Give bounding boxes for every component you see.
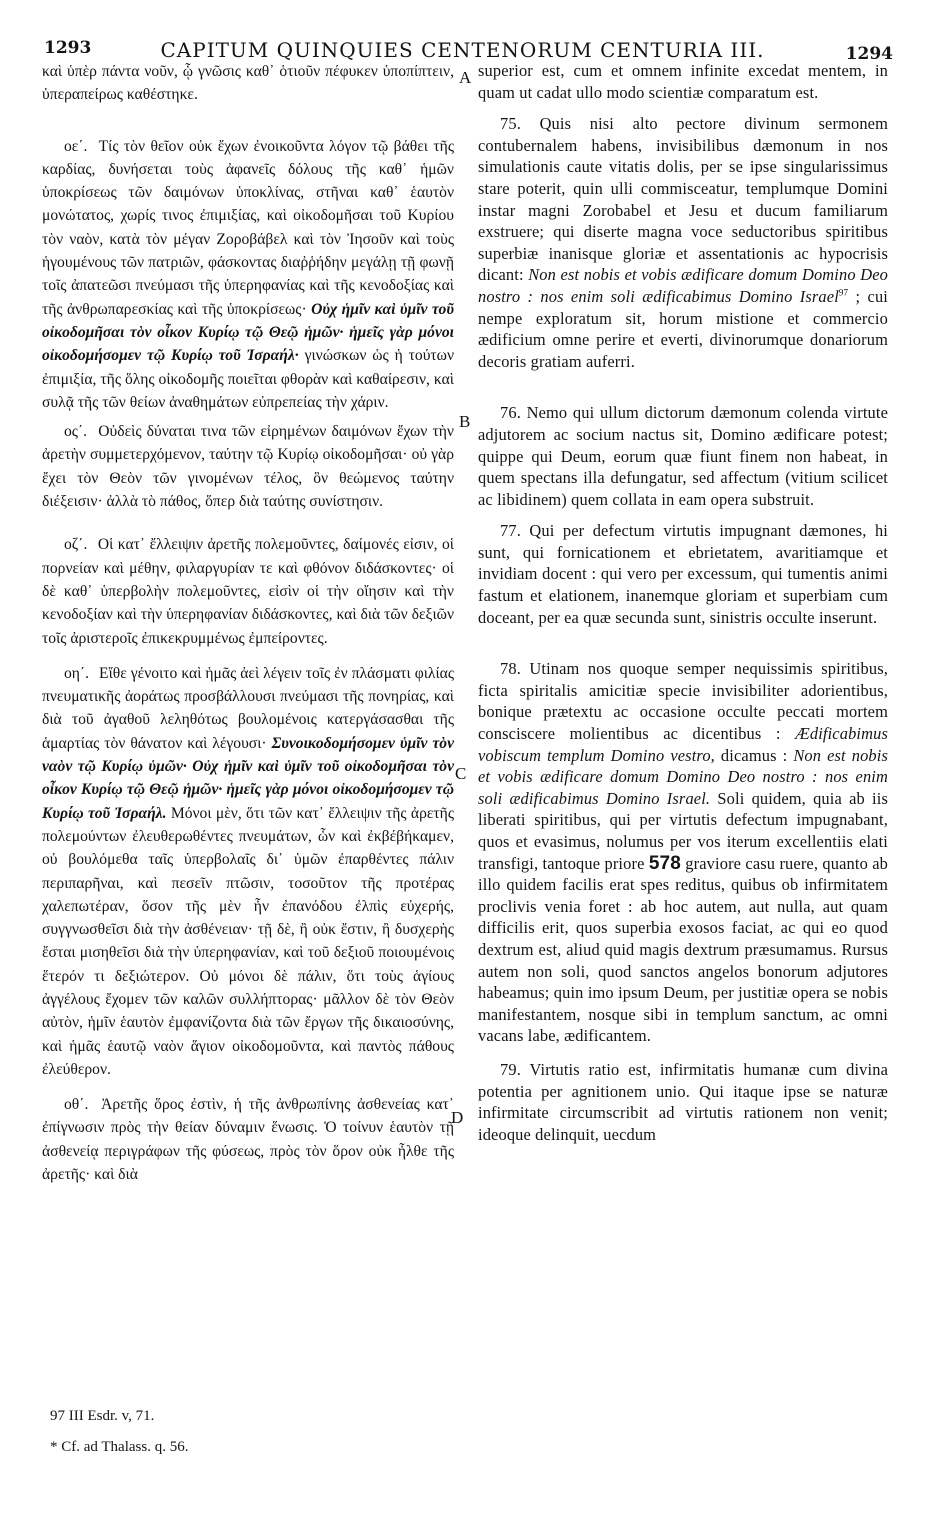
greek-chapter-75 xyxy=(42,135,454,415)
chapter-text: Qui per defectum virtutis impugnant dæmones, hi sunt, qui fornicationem et ebrietatem, avaritiamque et invidiam docent : qui vero per excessum, qui tumentis animi fastum et elationem, inanemque gloriam et superbiam cum doceant, per ea quæ secunda sunt, sinistris occulte inserunt. xyxy=(478,521,889,627)
scripture-quote: Non est nobis et vobis ædificare domum Domino Deo nostro : nos enim soli ædificabimus Domino Israel. xyxy=(478,745,889,808)
greek-column xyxy=(42,60,454,1186)
running-title: CAPITUM QUINQUIES CENTENORUM CENTURIA III. xyxy=(160,38,765,62)
chapter-text: Οἱ κατ᾽ ἔλλειψιν ἀρετῆς πολεμοῦντες, δαίμονές εἰσιν, οἱ πορνείαν καὶ μέθην, φιλαργυρίαν τε καὶ φθόνον διδάσκοντες· οἱ δὲ καθ᾽ ὑπερβολὴν πολεμοῦντες, εἰσὶν οἱ τὴν οἴησιν καὶ τὴν κενοδοξίαν καὶ τὴν ὑπερηφανίαν διδάσκοντες, καὶ διὰ τῶν δεξιῶν τοῖς ἀριστεροῖς ἐπικεκρυμμένως ἐμπείροντες. xyxy=(42,536,455,647)
chapter-number: οε΄. xyxy=(64,137,88,155)
chapter-text: Τίς τὸν θεῖον οὐκ ἔχων ἐνοικοῦντα λόγον τῷ βάθει τῆς καρδίας, δυνήσεται τοὺς ἀφανεῖς δόλους τῆς καθ᾽ ἡμῶν ὑποκρίσεως τῶν δαιμόνων ὑποκλίνας, στῆναι καθ᾽ ἑαυτὸν μονώτατος, χωρίς τινος ἐπιμιξίας, καὶ οἰκοδομῆσαι τοῦ Κυρίου τὸν ναὸν, κατὰ τὸν μέγαν Ζοροβάβελ καὶ τὸν Ἰησοῦν καὶ τοὺς ἡγουμένους τῶν πατριῶν, φάσκοντας διαῤῥήδην μεγάλῃ τῇ φωνῇ τοῖς ἀπατεῶσι πνεύμασι τῆς ὑπερηφανίας καὶ τῆς κενοδοξίας καὶ τῆς ἀνθρωπαρεσκίας καὶ τῆς ὑποκρίσεως· xyxy=(42,137,454,318)
chapter-number: οζ΄. xyxy=(64,536,88,554)
scripture-quote: Οὐχ ἡμῖν καὶ ὑμῖν τοῦ οἰκοδομῆσαι τὸν οἶκον Κυρίῳ τῷ Θεῷ ἡμῶν· ἡμεῖς γὰρ μόνοι οἰκοδομήσομεν τῷ Κυρίῳ τοῦ Ἰσραήλ· xyxy=(42,300,454,365)
latin-continuation: superior est, cum et omnem infinite excedat mentem, in quam ut cadat ullo modo scientiæ comparatum est. xyxy=(478,61,888,102)
chapter-number: 79. xyxy=(500,1059,521,1079)
margin-marker-c: C xyxy=(455,764,467,783)
chapter-text: Quis nisi alto pectore divinum sermonem contubernalem habens, invisibilibus dæmonum in nos simulationis caute vitatis dolis, per se ipse singularissimus stare poterit, quin ulli commisceatur, templumque Domini instar magni Zorobabel et Jesu et ducum familiarum exstruere; qui diserte magna voce seductoribus spiritibus superbiæ inanisque gloriæ et assentationis ac hypocrisis dicant: xyxy=(478,114,888,285)
greek-chapter-76 xyxy=(42,420,454,513)
column-number: 578 xyxy=(648,852,681,874)
chapter-number: 76. xyxy=(500,403,521,423)
chapter-number: 77. xyxy=(500,521,521,541)
greek-chapter-77 xyxy=(42,533,454,649)
chapter-number: οη΄. xyxy=(64,664,90,682)
chapter-number: οθ΄. xyxy=(64,1096,89,1114)
page-number-right: 1294 xyxy=(845,44,893,64)
chapter-text: Nemo qui ullum dictorum dæmonum colenda virtute adjutorem ac socium nactus sit, Domino ædificare potest; quippe qui Deum, eorum quæ fiunt finem non habeat, in quem spectans illa defungatur, sed affectum (vitium scilicet ac libidinem) quem collata in eam opera substruit. xyxy=(478,403,889,509)
margin-marker-b: B xyxy=(459,412,471,431)
chapter-text: Οὐδεὶς δύναται τινα τῶν εἰρημένων δαιμόνων ἔχων τὴν ἀρετὴν συμμετερχόμενον, ταύτην τῷ Κυρίῳ οἰκοδομῆσαι· οὐ γὰρ ἔχει τὸν Θεὸν τῶν γινομένων τέλος, ὃν θεώμενος ταύτην διέξεισιν· ἀλλὰ τὸ πάθος, ὅπερ διὰ ταύτης συνίστησιν. xyxy=(42,423,454,511)
chapter-text: Μόνοι μὲν, ὅτι τῶν κατ᾽ ἔλλειψιν τῆς ἀρετῆς πολεμούντων ἐλευθερωθέντες πνευμάτων, ὧν καὶ ἐκβέβήκαμεν, οὐ βουλόμεθα ταῖς ὑπερβολαῖς δι᾽ ὑμῶν ἐπαρθέντες πάλιν περιπαρῆναι, καὶ πεσεῖν πτῶσιν, τοσοῦτον τῆς προτέρας χαλεπωτέραν, ὅσον τῆς μὲν ἦν ἐπανόδου ἐλπὶς εὐχερής, συγγνωσθεῖσι διὰ τὴν ἀσθένειαν· τῇ δὲ, ἢ οὐκ ἔστιν, ἢ δυσχερὴς ἔσται μισηθεῖσι διὰ τὴν ὑπερηφανίαν, καὶ τοῦ δεξιοῦ ποιουμένοις ἕτερόν τι δεξιώτερον. Οὐ μόνοι δὲ πάλιν, ὅτι τοὺς ἁγίους ἀγγέλους ἔχομεν τῶν καλῶν συλλήπτορας· μᾶλλον δὲ τὸν Θεὸν αὐτὸν, ἡμῖν ἑαυτὸν ἐμφανίζοντα διὰ τῶν ἔργων τῆς δικαιοσύνης, καὶ ἡμᾶς ἑαυτῷ ναὸν ἅγιον οἰκοδομοῦντα, καὶ παντὸς πάθους ἐλεύθερον. xyxy=(42,804,454,1078)
footnote: 97 III Esdr. v, 71. xyxy=(50,1408,155,1424)
scripture-quote: Non est nobis et vobis ædificare domum Domino Deo nostro : nos enim soli ædificabimus Domino Israel xyxy=(478,265,888,306)
latin-column xyxy=(478,60,888,1145)
footnote-ref: 97 xyxy=(838,287,849,298)
latin-chapter-79 xyxy=(478,1059,888,1145)
chapter-text: ; cui nempe exploratum sit, horum mistione et commercio ædificium omne perire et everti, divinorumque donariorum decoris gratiam auferri. xyxy=(478,286,888,371)
latin-chapter-75 xyxy=(478,113,888,372)
footnotes xyxy=(50,1408,450,1470)
chapter-text: Ἀρετῆς ὅρος ἐστὶν, ἡ τῆς ἀνθρωπίνης ἀσθενείας κατ᾽ ἐπίγνωσιν πρὸς τὴν θείαν δύναμιν ἕνωσις. Ὁ τοίνυν ἑαυτὸν τῇ ἀσθενείᾳ περιγράφων τῆς φύσεως, πρὸς τὸν ὅρον οὐκ ἦλθε τῆς ἀρετῆς· καὶ διὰ xyxy=(42,1096,454,1184)
chapter-text: Utinam nos quoque semper nequissimis spiritibus, ficta spiritalis amicitiæ specie invisibiliter adorientibus, bonique prætextu ac occasione occulte peccati mortem consciscere molientibus ac dicentibus : xyxy=(478,659,889,744)
chapter-number: ος΄. xyxy=(64,423,88,441)
greek-continuation: καὶ ὑπὲρ πάντα νοῦν, ᾧ γνῶσις καθ᾽ ὁτιοῦν πέφυκεν ὑποπίπτειν, ὑπεραπείρως καθέστηκε. xyxy=(42,63,454,104)
latin-chapter-76 xyxy=(478,402,888,510)
chapter-text: dicamus : xyxy=(720,745,788,765)
chapter-text: Εἴθε γένοιτο καὶ ἡμᾶς ἀεὶ λέγειν τοῖς ἐν πλάσματι φιλίας πνευματικῆς ἀοράτως προσβάλλουσι πνεύμασι τῆς πονηρίας, καὶ διὰ τοῦ ἀγαθοῦ λεληθότως βουλομένοις κατεργάσασθαι τῆς ἁμαρτίας τὸν θάνατον καὶ λέγουσι· xyxy=(42,664,454,752)
scripture-quote: Συνοικοδομήσομεν ὑμῖν τὸν ναὸν τῷ Κυρίῳ ὑμῶν· Οὐχ ἡμῖν καὶ ὑμῖν τοῦ οἰκοδομῆσαι τὸν οἶκον Κυρίῳ τῷ Θεῷ ἡμῶν· ἡμεῖς γὰρ μόνοι οἰκοδομήσομεν τῷ Κυρίῳ τοῦ Ἰσραήλ. xyxy=(42,734,455,822)
margin-marker-d: D xyxy=(451,1108,464,1127)
chapter-number: 75. xyxy=(500,114,521,134)
latin-chapter-78 xyxy=(478,658,888,1047)
scripture-quote: Ædificabimus vobiscum templum Domino vestro, xyxy=(478,724,888,765)
chapter-text: Soli quidem, quia ab iis liberati spiritibus, qui per virtutis defectum impugnabant, quos et evasimus, nolumus per vos iterum excellentiis elati transfigi, tantoque priore xyxy=(478,788,888,873)
greek-chapter-79 xyxy=(42,1093,454,1186)
latin-chapter-77 xyxy=(478,520,888,628)
page-number-left: 1293 xyxy=(44,38,92,58)
chapter-text: Virtutis ratio est, infirmitatis humanæ cum divina potentia per agnitionem unio. Qui itaque ipse se naturæ infirmitate circumscribit ad virtutis rationem non venit; ideoque delinquit, uecdum xyxy=(478,1059,888,1144)
greek-chapter-78 xyxy=(42,662,454,1081)
chapter-number: 78. xyxy=(500,659,521,679)
footnote: * Cf. ad Thalass. q. 56. xyxy=(50,1439,189,1455)
chapter-text: γινώσκων ὡς ἡ τούτων ἐπιμιξία, τῆς ὅλης οἰκοδομῆς ποιεῖται φθορὰν καὶ καθαίρεσιν, καὶ συλᾷ τῆς τῶν θείων ἀναθημάτων εὐπρεπείας τὴν χάριν. xyxy=(42,347,454,411)
chapter-text: graviore casu ruere, quanto ab illo quidem facilis erat spes reditus, quibus ob infirmitatem proclivis venia foret : ab hoc autem, aut nulla, aut quam difficilis erit, quos superbia exosos faciat, ac qui eo quod dextrum est, aliud quid magis dextrum præsumamus. Rursus autem non soli, quod sanctos angelos bonorum adjutores habeamus; quin imo ipsum Deum, per justitiæ opera se nobis manifestantem, nosque sibi in templum sanctum, ac omni vacans labe, ædificantem. xyxy=(478,853,888,1046)
margin-marker-a: A xyxy=(459,68,472,87)
